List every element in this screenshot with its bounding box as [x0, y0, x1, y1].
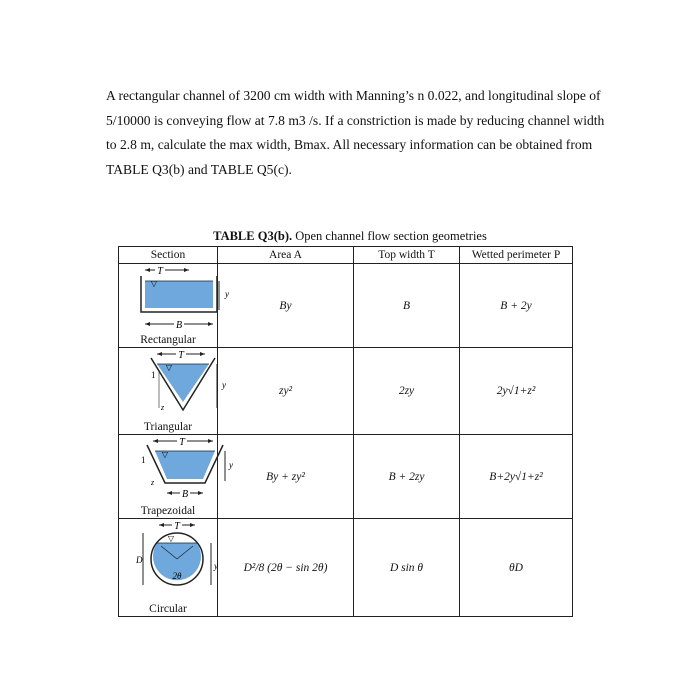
circular-section-cell: [119, 519, 218, 617]
top-width-formula: D sin θ: [354, 519, 460, 617]
table-row: [119, 519, 573, 617]
svg-text:z: z: [151, 478, 155, 487]
top-width-formula: B: [354, 264, 460, 348]
table-row: [119, 264, 573, 348]
svg-text:y: y: [214, 561, 218, 571]
top-width-formula: B + 2zy: [354, 435, 460, 519]
label-2theta: 2θ: [172, 571, 182, 581]
svg-text:T: T: [179, 437, 185, 448]
rectangular-section-cell: [119, 264, 229, 348]
svg-text:▽: ▽: [150, 279, 158, 288]
section-name: Trapezoidal: [140, 505, 196, 517]
circular-section-diagram: [119, 519, 217, 616]
perimeter-formula: 2y√1+z²: [460, 348, 573, 435]
svg-text:y: y: [229, 460, 233, 470]
area-formula: By: [218, 264, 354, 348]
table-header-row: [119, 247, 573, 264]
svg-text:y: y: [225, 289, 229, 299]
svg-text:▽: ▽: [165, 363, 173, 372]
perimeter-formula: B+2y√1+z²: [460, 435, 573, 519]
area-formula: zy²: [218, 348, 354, 435]
section-name: Circular: [149, 603, 187, 615]
section-name: Triangular: [143, 421, 193, 433]
header-area: Area A: [218, 247, 354, 264]
label-one: 1: [151, 370, 156, 380]
perimeter-formula: θD: [460, 519, 573, 617]
svg-text:T: T: [178, 350, 184, 361]
header-top-width: Top width T: [354, 247, 460, 264]
svg-text:B: B: [181, 489, 189, 500]
triangular-section-cell: [119, 348, 226, 435]
svg-text:T: T: [174, 521, 180, 532]
section-name: Rectangular: [140, 334, 196, 346]
svg-text:1: 1: [141, 455, 146, 465]
table-row: [119, 348, 573, 435]
table-title: TABLE Q3(b). Open channel flow section geometries: [213, 229, 487, 243]
label-z: z: [161, 403, 165, 412]
svg-text:y: y: [222, 380, 226, 390]
header-wetted-perimeter: Wetted perimeter P: [460, 247, 573, 264]
svg-text:▽: ▽: [161, 450, 169, 459]
problem-statement: A rectangular channel of 3200 cm width with Manning’s n 0.022, and longitudinal slope of 5/10000 is conveying flow at 7.8 m3 /s. If a constriction is made by reducing channel width to 2.8 m, calculate the max width, Bmax. All necessary information can be obtained from TABLE Q3(b) and TABLE Q5(c).: [106, 88, 605, 177]
label-B: B: [175, 320, 183, 331]
trapezoidal-section-cell: [119, 435, 233, 519]
geometry-table: [118, 246, 573, 617]
area-formula: D²/8 (2θ − sin 2θ): [218, 519, 354, 617]
table-row: [119, 435, 573, 519]
water-fill: [157, 364, 209, 402]
area-formula: By + zy²: [218, 435, 354, 519]
svg-text:▽: ▽: [167, 534, 175, 543]
header-section: Section: [119, 247, 218, 264]
label-D: D: [136, 555, 143, 565]
label-T: T: [157, 266, 163, 277]
perimeter-formula: B + 2y: [460, 264, 573, 348]
top-width-formula: 2zy: [354, 348, 460, 435]
